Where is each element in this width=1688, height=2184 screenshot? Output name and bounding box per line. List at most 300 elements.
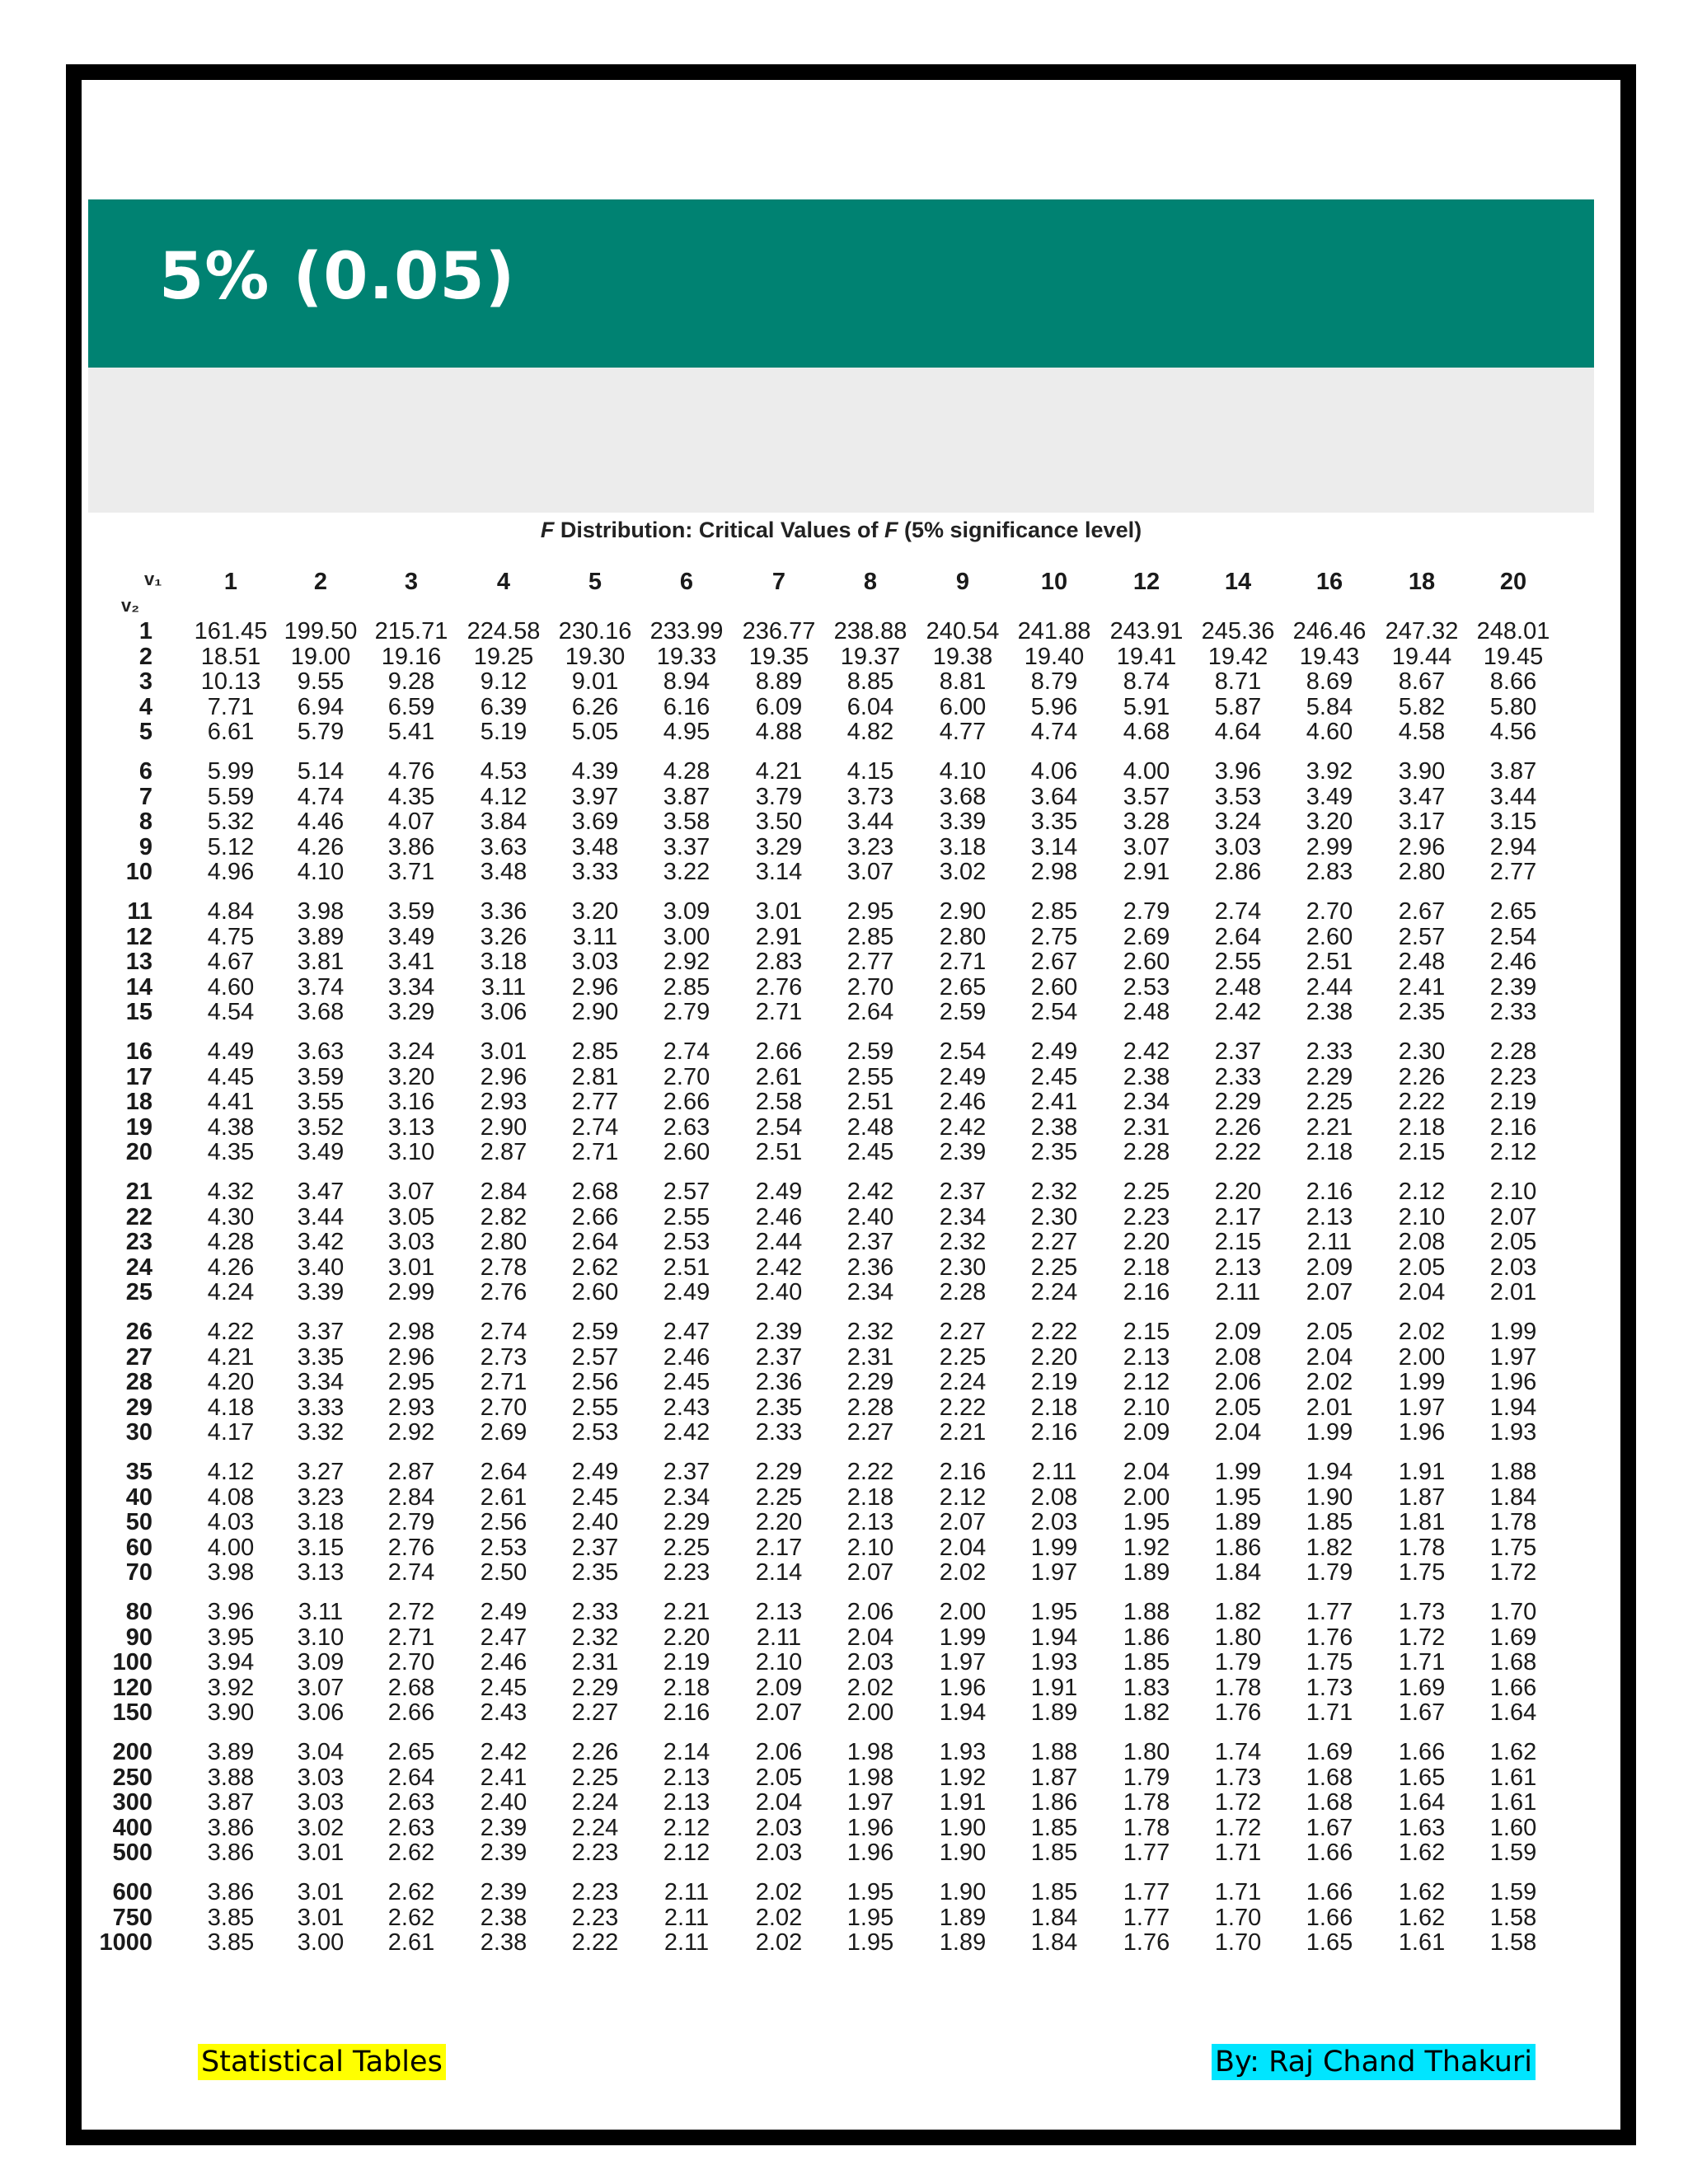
table-cell: 2.42 bbox=[1123, 1038, 1170, 1065]
table-cell: 3.09 bbox=[663, 898, 710, 925]
table-cell: 2.03 bbox=[1489, 1254, 1537, 1281]
table-cell: 2.16 bbox=[939, 1459, 987, 1485]
table-cell: 10.13 bbox=[200, 668, 261, 696]
table-cell: 2.54 bbox=[1030, 999, 1078, 1026]
table-cell: 3.90 bbox=[1398, 758, 1446, 785]
table-cell: 8.79 bbox=[1030, 668, 1078, 696]
table-cell: 2.20 bbox=[1123, 1229, 1170, 1256]
table-cell: 241.88 bbox=[1017, 618, 1091, 644]
table-cell: 2.03 bbox=[1030, 1509, 1078, 1536]
table-cell: 1.95 bbox=[846, 1929, 894, 1957]
table-cell: 3.84 bbox=[480, 808, 528, 836]
table-cell: 3.20 bbox=[1306, 808, 1353, 836]
table-cell: 2.73 bbox=[480, 1343, 528, 1371]
table-cell: 3.86 bbox=[207, 1879, 255, 1905]
table-cell: 19.40 bbox=[1024, 643, 1085, 670]
table-cell: 1.69 bbox=[1489, 1624, 1537, 1651]
table-cell: 1.90 bbox=[1306, 1483, 1353, 1511]
table-cell: 2.12 bbox=[939, 1483, 987, 1511]
row-label: 6 bbox=[138, 758, 152, 785]
table-cell: 1.93 bbox=[1489, 1419, 1537, 1446]
table-cell: 1.72 bbox=[1214, 1789, 1262, 1816]
table-cell: 1.91 bbox=[1398, 1459, 1446, 1485]
table-cell: 2.77 bbox=[1489, 859, 1537, 886]
table-cell: 2.49 bbox=[1030, 1038, 1078, 1065]
table-cell: 2.29 bbox=[1306, 1063, 1353, 1090]
footer-author: By: Raj Chand Thakuri bbox=[1212, 2044, 1536, 2080]
table-cell: 2.65 bbox=[939, 973, 987, 1001]
table-cell: 8.74 bbox=[1123, 668, 1170, 696]
row-label: 2 bbox=[138, 643, 152, 670]
row-label: 17 bbox=[125, 1063, 152, 1090]
table-cell: 4.17 bbox=[207, 1419, 255, 1446]
table-cell: 2.93 bbox=[480, 1089, 528, 1116]
table-cell: 8.85 bbox=[846, 668, 894, 696]
table-cell: 1.66 bbox=[1306, 1879, 1353, 1905]
table-cell: 4.53 bbox=[480, 758, 528, 785]
table-cell: 2.04 bbox=[1306, 1343, 1353, 1371]
table-cell: 2.20 bbox=[1030, 1343, 1078, 1371]
table-cell: 2.87 bbox=[387, 1459, 435, 1485]
table-cell: 1.89 bbox=[1123, 1559, 1170, 1586]
table-cell: 2.42 bbox=[663, 1419, 710, 1446]
table-cell: 1.74 bbox=[1214, 1739, 1262, 1765]
table-cell: 3.68 bbox=[939, 783, 987, 810]
table-cell: 5.96 bbox=[1030, 693, 1078, 720]
table-cell: 5.91 bbox=[1123, 693, 1170, 720]
table-cell: 3.03 bbox=[297, 1764, 345, 1791]
table-cell: 2.10 bbox=[1489, 1179, 1537, 1205]
table-cell: 3.47 bbox=[297, 1179, 345, 1205]
table-cell: 2.99 bbox=[1306, 833, 1353, 860]
table-cell: 3.07 bbox=[1123, 833, 1170, 860]
table-cell: 2.92 bbox=[387, 1419, 435, 1446]
table-cell: 1.89 bbox=[1214, 1509, 1262, 1536]
table-cell: 4.49 bbox=[207, 1038, 255, 1065]
table-cell: 2.11 bbox=[1031, 1459, 1077, 1485]
table-cell: 161.45 bbox=[194, 618, 268, 644]
table-cell: 2.21 bbox=[663, 1599, 710, 1625]
table-cell: 5.79 bbox=[297, 719, 345, 746]
table-cell: 2.00 bbox=[1398, 1343, 1446, 1371]
table-cell: 2.42 bbox=[846, 1179, 894, 1205]
table-cell: 2.41 bbox=[1398, 973, 1446, 1001]
table-cell: 2.95 bbox=[387, 1369, 435, 1396]
table-cell: 2.71 bbox=[387, 1624, 435, 1651]
table-cell: 2.45 bbox=[571, 1483, 619, 1511]
table-cell: 2.05 bbox=[1398, 1254, 1446, 1281]
table-cell: 2.70 bbox=[846, 973, 894, 1001]
table-cell: 2.90 bbox=[480, 1113, 528, 1141]
row-label: 20 bbox=[125, 1139, 152, 1166]
table-cell: 230.16 bbox=[558, 618, 632, 644]
table-cell: 2.18 bbox=[1306, 1139, 1353, 1166]
table-cell: 4.35 bbox=[387, 783, 435, 810]
column-header: 2 bbox=[313, 569, 328, 595]
table-cell: 1.77 bbox=[1123, 1840, 1170, 1867]
table-cell: 5.14 bbox=[297, 758, 345, 785]
table-cell: 19.33 bbox=[656, 643, 717, 670]
table-cell: 2.49 bbox=[939, 1063, 987, 1090]
table-cell: 1.84 bbox=[1489, 1483, 1537, 1511]
table-cell: 2.39 bbox=[939, 1139, 987, 1166]
table-cell: 2.02 bbox=[846, 1674, 894, 1701]
table-cell: 2.39 bbox=[480, 1879, 528, 1905]
table-cell: 2.15 bbox=[1123, 1319, 1170, 1345]
table-cell: 2.53 bbox=[571, 1419, 619, 1446]
table-cell: 2.57 bbox=[571, 1343, 619, 1371]
table-cell: 2.80 bbox=[1398, 859, 1446, 886]
table-cell: 2.28 bbox=[846, 1394, 894, 1421]
table-cell: 2.51 bbox=[755, 1139, 803, 1166]
table-cell: 2.18 bbox=[1123, 1254, 1170, 1281]
table-cell: 2.30 bbox=[1030, 1203, 1078, 1230]
table-cell: 2.31 bbox=[1123, 1113, 1170, 1141]
table-cell: 4.21 bbox=[207, 1343, 255, 1371]
table-cell: 4.21 bbox=[755, 758, 803, 785]
table-cell: 2.72 bbox=[387, 1599, 435, 1625]
table-cell: 2.96 bbox=[480, 1063, 528, 1090]
table-cell: 2.45 bbox=[1030, 1063, 1078, 1090]
table-cell: 3.35 bbox=[1030, 808, 1078, 836]
table-cell: 1.97 bbox=[846, 1789, 894, 1816]
table-cell: 5.82 bbox=[1398, 693, 1446, 720]
table-cell: 5.80 bbox=[1489, 693, 1537, 720]
table-cell: 1.80 bbox=[1123, 1739, 1170, 1765]
table-cell: 2.75 bbox=[1030, 923, 1078, 950]
column-header: 12 bbox=[1132, 569, 1160, 595]
table-cell: 4.07 bbox=[387, 808, 435, 836]
table-cell: 2.37 bbox=[1214, 1038, 1262, 1065]
table-cell: 3.18 bbox=[939, 833, 987, 860]
table-title: F Distribution: Critical Values of F (5% significance level) bbox=[540, 518, 1142, 542]
table-cell: 2.95 bbox=[846, 898, 894, 925]
table-cell: 2.64 bbox=[571, 1229, 619, 1256]
table-cell: 2.13 bbox=[663, 1764, 710, 1791]
row-label: 30 bbox=[125, 1419, 152, 1446]
table-cell: 3.73 bbox=[846, 783, 894, 810]
table-cell: 6.61 bbox=[207, 719, 255, 746]
table-cell: 3.90 bbox=[207, 1699, 255, 1727]
table-cell: 2.66 bbox=[755, 1038, 803, 1065]
table-cell: 3.13 bbox=[297, 1559, 345, 1586]
table-cell: 247.32 bbox=[1385, 618, 1459, 644]
table-cell: 2.16 bbox=[1489, 1113, 1537, 1141]
table-cell: 2.27 bbox=[1030, 1229, 1078, 1256]
table-cell: 1.76 bbox=[1306, 1624, 1353, 1651]
table-cell: 1.77 bbox=[1123, 1904, 1170, 1931]
table-cell: 2.02 bbox=[1306, 1369, 1353, 1396]
row-label: 27 bbox=[125, 1343, 152, 1371]
table-cell: 2.02 bbox=[939, 1559, 987, 1586]
table-cell: 3.15 bbox=[297, 1534, 345, 1561]
table-cell: 1.85 bbox=[1306, 1509, 1353, 1536]
table-cell: 238.88 bbox=[833, 618, 907, 644]
table-cell: 3.87 bbox=[663, 783, 710, 810]
table-cell: 2.07 bbox=[755, 1699, 803, 1727]
table-cell: 2.46 bbox=[939, 1089, 987, 1116]
table-cell: 3.87 bbox=[207, 1789, 255, 1816]
table-cell: 4.24 bbox=[207, 1279, 255, 1306]
table-cell: 2.06 bbox=[755, 1739, 803, 1765]
row-label: 50 bbox=[125, 1509, 152, 1536]
table-cell: 3.86 bbox=[207, 1840, 255, 1867]
table-cell: 1.96 bbox=[846, 1840, 894, 1867]
table-cell: 3.01 bbox=[387, 1254, 435, 1281]
table-cell: 1.94 bbox=[1030, 1624, 1078, 1651]
table-cell: 3.47 bbox=[1398, 783, 1446, 810]
table-cell: 4.12 bbox=[480, 783, 528, 810]
table-cell: 2.79 bbox=[1123, 898, 1170, 925]
table-cell: 2.43 bbox=[480, 1699, 528, 1727]
row-label: 400 bbox=[112, 1814, 152, 1841]
table-cell: 1.94 bbox=[1489, 1394, 1537, 1421]
table-cell: 4.46 bbox=[297, 808, 345, 836]
table-cell: 1.97 bbox=[939, 1649, 987, 1676]
table-cell: 1.95 bbox=[1030, 1599, 1078, 1625]
table-cell: 2.61 bbox=[755, 1063, 803, 1090]
table-cell: 19.42 bbox=[1207, 643, 1268, 670]
table-cell: 2.24 bbox=[939, 1369, 987, 1396]
table-cell: 240.54 bbox=[926, 618, 1000, 644]
table-cell: 2.76 bbox=[755, 973, 803, 1001]
table-cell: 2.74 bbox=[480, 1319, 528, 1345]
table-cell: 3.20 bbox=[387, 1063, 435, 1090]
table-cell: 1.70 bbox=[1214, 1904, 1262, 1931]
table-cell: 6.59 bbox=[387, 693, 435, 720]
table-cell: 1.71 bbox=[1398, 1649, 1446, 1676]
table-cell: 1.93 bbox=[939, 1739, 987, 1765]
table-cell: 2.14 bbox=[663, 1739, 710, 1765]
table-cell: 2.25 bbox=[1306, 1089, 1353, 1116]
row-label: 24 bbox=[125, 1254, 152, 1281]
table-cell: 19.41 bbox=[1116, 643, 1177, 670]
table-cell: 18.51 bbox=[200, 643, 261, 670]
row-label: 60 bbox=[125, 1534, 152, 1561]
table-cell: 2.29 bbox=[571, 1674, 619, 1701]
table-cell: 2.71 bbox=[571, 1139, 619, 1166]
table-cell: 2.61 bbox=[387, 1929, 435, 1957]
table-cell: 1.90 bbox=[939, 1840, 987, 1867]
table-cell: 1.68 bbox=[1306, 1789, 1353, 1816]
table-cell: 2.29 bbox=[846, 1369, 894, 1396]
table-cell: 2.79 bbox=[387, 1509, 435, 1536]
table-cell: 4.76 bbox=[387, 758, 435, 785]
table-cell: 2.70 bbox=[1306, 898, 1353, 925]
table-cell: 4.77 bbox=[939, 719, 987, 746]
table-cell: 2.68 bbox=[571, 1179, 619, 1205]
table-cell: 1.73 bbox=[1306, 1674, 1353, 1701]
table-cell: 1.79 bbox=[1214, 1649, 1262, 1676]
table-cell: 3.09 bbox=[297, 1649, 345, 1676]
table-cell: 2.41 bbox=[1030, 1089, 1078, 1116]
table-cell: 19.30 bbox=[565, 643, 626, 670]
table-cell: 3.44 bbox=[297, 1203, 345, 1230]
table-cell: 2.16 bbox=[1306, 1179, 1353, 1205]
table-cell: 1.91 bbox=[1030, 1674, 1078, 1701]
table-cell: 2.34 bbox=[1123, 1089, 1170, 1116]
table-cell: 2.54 bbox=[755, 1113, 803, 1141]
table-cell: 2.96 bbox=[1398, 833, 1446, 860]
table-cell: 199.50 bbox=[284, 618, 358, 644]
table-cell: 2.28 bbox=[1123, 1139, 1170, 1166]
table-cell: 3.05 bbox=[387, 1203, 435, 1230]
table-cell: 2.35 bbox=[755, 1394, 803, 1421]
table-cell: 2.68 bbox=[387, 1674, 435, 1701]
row-label: 40 bbox=[125, 1483, 152, 1511]
table-cell: 1.99 bbox=[1489, 1319, 1537, 1345]
table-cell: 1.89 bbox=[939, 1929, 987, 1957]
table-cell: 2.31 bbox=[846, 1343, 894, 1371]
table-cell: 1.75 bbox=[1489, 1534, 1537, 1561]
table-cell: 1.61 bbox=[1398, 1929, 1446, 1957]
row-label: 7 bbox=[138, 783, 152, 810]
table-cell: 3.44 bbox=[846, 808, 894, 836]
table-cell: 1.62 bbox=[1398, 1879, 1446, 1905]
table-cell: 8.66 bbox=[1489, 668, 1537, 696]
table-cell: 4.08 bbox=[207, 1483, 255, 1511]
table-cell: 3.49 bbox=[297, 1139, 345, 1166]
table-cell: 1.85 bbox=[1030, 1879, 1078, 1905]
table-cell: 3.33 bbox=[297, 1394, 345, 1421]
table-cell: 2.05 bbox=[1306, 1319, 1353, 1345]
table-cell: 2.71 bbox=[755, 999, 803, 1026]
table-cell: 2.25 bbox=[755, 1483, 803, 1511]
table-cell: 2.69 bbox=[1123, 923, 1170, 950]
table-cell: 7.71 bbox=[207, 693, 255, 720]
row-label: 70 bbox=[125, 1559, 152, 1586]
table-cell: 1.69 bbox=[1398, 1674, 1446, 1701]
table-cell: 1.58 bbox=[1489, 1929, 1537, 1957]
table-cell: 1.58 bbox=[1489, 1904, 1537, 1931]
table-cell: 2.33 bbox=[1489, 999, 1537, 1026]
table-cell: 4.60 bbox=[1306, 719, 1353, 746]
table-cell: 2.40 bbox=[755, 1279, 803, 1306]
table-cell: 2.23 bbox=[1123, 1203, 1170, 1230]
table-cell: 3.03 bbox=[387, 1229, 435, 1256]
table-cell: 2.67 bbox=[1030, 949, 1078, 976]
table-cell: 8.89 bbox=[755, 668, 803, 696]
page-title: 5% (0.05) bbox=[159, 240, 516, 314]
table-cell: 4.26 bbox=[207, 1254, 255, 1281]
row-label: 15 bbox=[125, 999, 152, 1026]
table-cell: 1.66 bbox=[1306, 1840, 1353, 1867]
table-cell: 1.87 bbox=[1030, 1764, 1078, 1791]
table-cell: 3.10 bbox=[297, 1624, 345, 1651]
table-cell: 2.25 bbox=[571, 1764, 619, 1791]
table-cell: 2.76 bbox=[480, 1279, 528, 1306]
table-cell: 2.59 bbox=[571, 1319, 619, 1345]
table-cell: 2.22 bbox=[571, 1929, 619, 1957]
table-cell: 2.32 bbox=[939, 1229, 987, 1256]
table-cell: 3.53 bbox=[1214, 783, 1262, 810]
table-cell: 1.71 bbox=[1306, 1699, 1353, 1727]
table-cell: 2.85 bbox=[846, 923, 894, 950]
row-label: 11 bbox=[127, 898, 152, 925]
table-cell: 3.02 bbox=[939, 859, 987, 886]
table-cell: 2.16 bbox=[663, 1699, 710, 1727]
table-cell: 2.32 bbox=[1030, 1179, 1078, 1205]
table-cell: 2.35 bbox=[1030, 1139, 1078, 1166]
table-cell: 1.63 bbox=[1398, 1814, 1446, 1841]
table-cell: 1.95 bbox=[846, 1879, 894, 1905]
table-cell: 2.34 bbox=[939, 1203, 987, 1230]
table-cell: 9.01 bbox=[571, 668, 619, 696]
table-cell: 2.65 bbox=[1489, 898, 1537, 925]
column-header: 16 bbox=[1315, 569, 1343, 595]
table-cell: 1.96 bbox=[846, 1814, 894, 1841]
table-cell: 2.04 bbox=[846, 1624, 894, 1651]
table-cell: 9.28 bbox=[387, 668, 435, 696]
table-cell: 4.96 bbox=[207, 859, 255, 886]
table-cell: 1.97 bbox=[1398, 1394, 1446, 1421]
table-cell: 3.34 bbox=[387, 973, 435, 1001]
table-cell: 3.07 bbox=[297, 1674, 345, 1701]
table-cell: 4.32 bbox=[207, 1179, 255, 1205]
table-cell: 2.74 bbox=[663, 1038, 710, 1065]
table-cell: 3.41 bbox=[387, 949, 435, 976]
table-cell: 2.86 bbox=[1214, 859, 1262, 886]
table-cell: 4.54 bbox=[207, 999, 255, 1026]
table-cell: 2.06 bbox=[846, 1599, 894, 1625]
table-cell: 2.33 bbox=[1306, 1038, 1353, 1065]
table-cell: 4.74 bbox=[1030, 719, 1078, 746]
table-cell: 1.70 bbox=[1214, 1929, 1262, 1957]
table-cell: 3.34 bbox=[297, 1369, 345, 1396]
table-cell: 3.00 bbox=[297, 1929, 345, 1957]
table-cell: 2.98 bbox=[1030, 859, 1078, 886]
table-cell: 4.67 bbox=[207, 949, 255, 976]
table-cell: 3.15 bbox=[1489, 808, 1537, 836]
table-cell: 2.15 bbox=[1214, 1229, 1262, 1256]
table-cell: 2.64 bbox=[387, 1764, 435, 1791]
table-cell: 2.00 bbox=[846, 1699, 894, 1727]
row-label: 80 bbox=[125, 1599, 152, 1625]
table-cell: 3.37 bbox=[663, 833, 710, 860]
table-cell: 2.66 bbox=[387, 1699, 435, 1727]
table-cell: 4.28 bbox=[663, 758, 710, 785]
table-cell: 19.43 bbox=[1299, 643, 1360, 670]
column-header: 8 bbox=[863, 569, 878, 595]
table-cell: 2.55 bbox=[1214, 949, 1262, 976]
table-cell: 2.49 bbox=[755, 1179, 803, 1205]
table-cell: 2.60 bbox=[1306, 923, 1353, 950]
table-cell: 2.02 bbox=[755, 1904, 803, 1931]
table-cell: 4.68 bbox=[1123, 719, 1170, 746]
table-cell: 2.98 bbox=[387, 1319, 435, 1345]
table-cell: 2.35 bbox=[571, 1559, 619, 1586]
table-cell: 1.84 bbox=[1214, 1559, 1262, 1586]
table-cell: 4.75 bbox=[207, 923, 255, 950]
table-cell: 2.48 bbox=[1398, 949, 1446, 976]
table-cell: 4.10 bbox=[297, 859, 345, 886]
table-cell: 3.27 bbox=[297, 1459, 345, 1485]
table-cell: 2.16 bbox=[1030, 1419, 1078, 1446]
table-cell: 4.38 bbox=[207, 1113, 255, 1141]
table-cell: 3.98 bbox=[297, 898, 345, 925]
table-cell: 2.23 bbox=[571, 1840, 619, 1867]
table-cell: 3.48 bbox=[480, 859, 528, 886]
table-cell: 2.92 bbox=[663, 949, 710, 976]
table-cell: 2.53 bbox=[480, 1534, 528, 1561]
table-cell: 4.28 bbox=[207, 1229, 255, 1256]
table-cell: 3.58 bbox=[663, 808, 710, 836]
table-cell: 1.69 bbox=[1306, 1739, 1353, 1765]
table-cell: 19.44 bbox=[1391, 643, 1452, 670]
table-cell: 3.03 bbox=[297, 1789, 345, 1816]
table-cell: 3.18 bbox=[480, 949, 528, 976]
table-cell: 3.17 bbox=[1398, 808, 1446, 836]
